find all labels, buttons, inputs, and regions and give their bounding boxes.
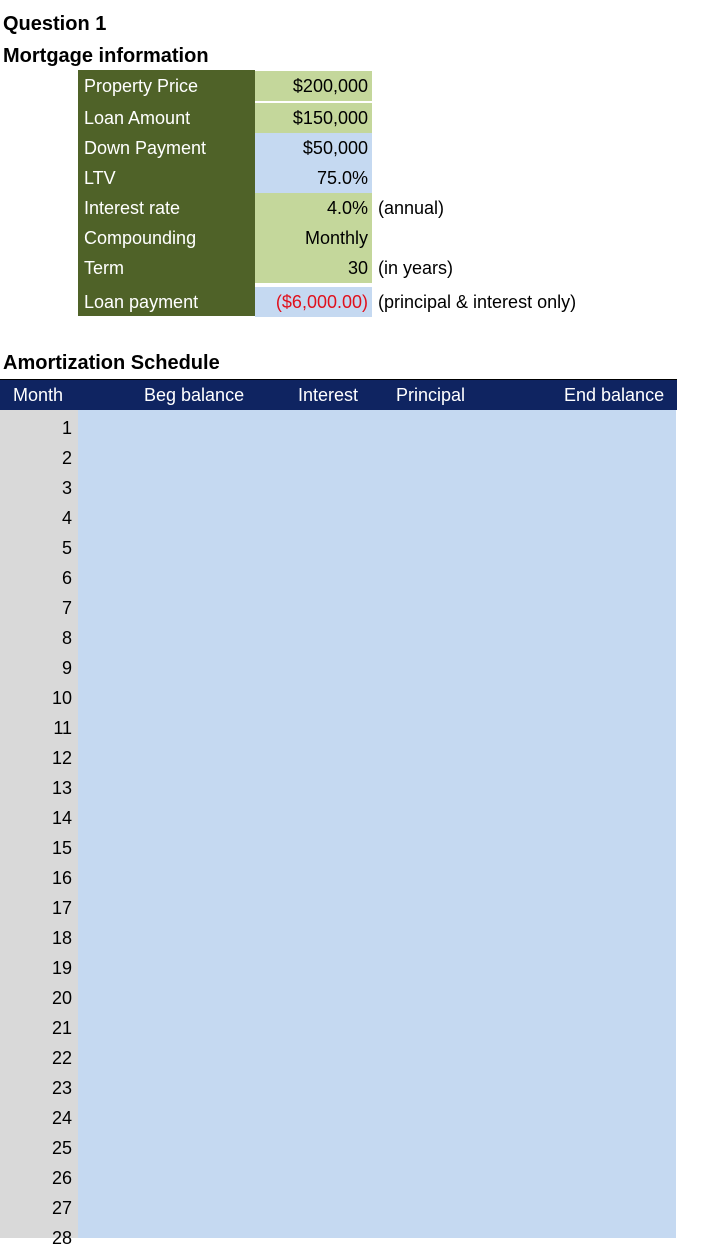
month-cell[interactable]: 15	[51, 838, 72, 858]
label-down-payment: Down Payment	[84, 138, 207, 158]
month-cell[interactable]: 5	[61, 538, 72, 558]
month-cell[interactable]: 18	[51, 928, 72, 948]
month-cell[interactable]: 11	[53, 718, 72, 738]
header-interest: Interest	[298, 385, 359, 405]
label-loan-amount: Loan Amount	[84, 108, 191, 128]
label-loan-payment: Loan payment	[84, 292, 199, 312]
section-title: Mortgage information	[3, 45, 209, 67]
note-term: (in years)	[378, 258, 454, 278]
month-cell[interactable]: 13	[51, 778, 72, 798]
month-cell[interactable]: 25	[51, 1138, 72, 1158]
label-ltv: LTV	[84, 168, 116, 188]
month-cell[interactable]: 20	[51, 988, 72, 1008]
month-cell[interactable]: 23	[51, 1078, 72, 1098]
month-cell[interactable]: 17	[51, 898, 72, 918]
month-cell[interactable]: 22	[51, 1048, 72, 1068]
value-property-price[interactable]: $200,000	[255, 71, 372, 101]
month-cell[interactable]: 2	[61, 448, 72, 468]
value-down-payment[interactable]: $50,000	[255, 133, 372, 163]
month-cell[interactable]: 21	[51, 1018, 72, 1038]
month-cell[interactable]: 26	[51, 1168, 72, 1188]
month-cell[interactable]: 19	[51, 958, 72, 978]
month-cell[interactable]: 4	[61, 508, 72, 528]
month-cell[interactable]: 24	[51, 1108, 72, 1128]
question-title: Question 1	[3, 13, 107, 35]
header-principal: Principal	[396, 385, 466, 405]
month-cell[interactable]: 16	[51, 868, 72, 888]
header-month: Month	[13, 385, 64, 405]
label-term: Term	[84, 258, 124, 278]
note-loan-payment: (principal & interest only)	[378, 292, 577, 312]
month-cell[interactable]: 8	[61, 628, 72, 648]
month-cell[interactable]: 27	[51, 1198, 72, 1218]
value-loan-amount[interactable]: $150,000	[255, 103, 372, 133]
value-loan-payment[interactable]: ($6,000.00)	[255, 287, 372, 317]
month-column	[0, 410, 78, 1248]
value-term[interactable]: 30	[255, 253, 372, 283]
amortization-header-row	[0, 379, 677, 410]
header-end-balance: End balance	[564, 385, 665, 405]
note-interest-rate: (annual)	[378, 198, 445, 218]
amortization-data-area[interactable]	[78, 410, 676, 1238]
month-cell[interactable]: 14	[51, 808, 72, 828]
amortization-title: Amortization Schedule	[3, 352, 220, 374]
month-cell[interactable]: 1	[61, 418, 72, 438]
month-cell[interactable]: 10	[51, 688, 72, 708]
label-compounding: Compounding	[84, 228, 197, 248]
header-beg-balance: Beg balance	[144, 385, 245, 405]
month-cell[interactable]: 3	[61, 478, 72, 498]
month-cell[interactable]: 28	[51, 1228, 72, 1248]
label-property-price: Property Price	[84, 76, 199, 96]
value-compounding[interactable]: Monthly	[255, 223, 372, 253]
month-cell[interactable]: 9	[61, 658, 72, 678]
value-ltv[interactable]: 75.0%	[255, 163, 372, 193]
month-cell[interactable]: 6	[61, 568, 72, 588]
month-cell[interactable]: 7	[61, 598, 72, 618]
month-cell[interactable]: 12	[51, 748, 72, 768]
value-interest-rate[interactable]: 4.0%	[255, 193, 372, 223]
label-interest-rate: Interest rate	[84, 198, 181, 218]
